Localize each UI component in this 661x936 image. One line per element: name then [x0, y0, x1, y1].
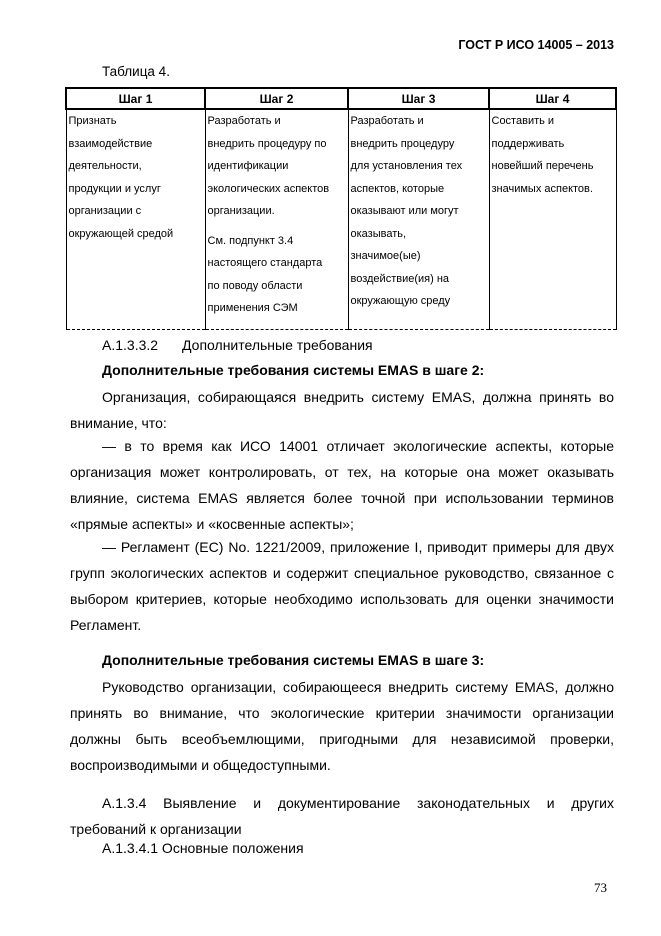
steps-table [65, 87, 617, 330]
cell-note-line: по поводу области [207, 279, 303, 292]
cell-line: организации. [207, 205, 275, 217]
paragraph-legal-requirements: А.1.3.4 Выявление и документирование законодательных и других требований к организации [70, 795, 614, 837]
heading-step-2: Дополнительные требования системы EMAS в шаге 2: [102, 362, 485, 378]
paragraph-emas-intro: Организация, собирающаяся внедрить систему EMAS, должна принять во внимание, что: [70, 389, 614, 431]
section-heading [102, 333, 614, 358]
cell-line: поддерживать [491, 137, 565, 150]
cell-line: значимых аспектов. [491, 182, 593, 195]
header-step-1: Шаг 1 [66, 88, 205, 109]
bullet-regulation: — Регламент (ЕС) No. 1221/2009, приложение I, приводит примеры для двух групп экологических аспектов и содержит специальное руководство, связанное с выбором критериев, которые необходимо использовать для оценки значимости Регламент. [70, 539, 614, 633]
cell-line: оказывать, [350, 227, 407, 240]
header-step-4: Шаг 4 [489, 88, 616, 109]
cell-line: Разработать и [350, 115, 424, 127]
cell-line: экологических аспектов [207, 182, 330, 195]
header-step-3: Шаг 3 [348, 88, 489, 109]
cell-line: новейший перечень [491, 160, 594, 172]
page-number: 73 [594, 880, 607, 895]
cell-line: внедрить процедуру [350, 137, 455, 150]
cell-line: идентификации [207, 160, 289, 172]
cell-note-line: См. подпункт 3.4 [207, 234, 294, 247]
cell-line: Составить и [491, 115, 555, 127]
cell-line: окружающую среду [350, 295, 451, 307]
cell-line: оказывают или могут [350, 205, 459, 217]
cell-line: значимое(ые) [350, 250, 421, 262]
cell-step-3 [348, 109, 489, 329]
header-step-2: Шаг 2 [205, 88, 348, 109]
cell-note-line: настоящего стандарта [207, 257, 323, 269]
cell-line: деятельности, [68, 160, 142, 172]
heading-step-3: Дополнительные требования системы EMAS в шаге 3: [102, 652, 485, 668]
cell-line: Признать [68, 115, 117, 127]
section-number: А.1.3.3.2 [102, 337, 159, 353]
cell-note-line: применения СЭМ [207, 302, 298, 314]
cell-line: взаимодействие [68, 137, 153, 150]
cell-line: аспектов, которые [350, 182, 445, 195]
table-caption: Таблица 4. [102, 64, 170, 79]
document-id: ГОСТ Р ИСО 14005 – 2013 [458, 38, 614, 52]
cell-line: для установления тех [350, 160, 463, 172]
bullet-aspects: — в то время как ИСО 14001 отличает экологические аспекты, которые организация может контролировать, от тех, на которые она может оказывать влияние, система EMAS является более точной при использовании терминов «прямые аспекты» и «косвенные аспекты»; [70, 438, 614, 532]
cell-step-4 [489, 109, 616, 329]
cell-line: внедрить процедуру по [207, 137, 327, 150]
table-row [66, 109, 616, 329]
cell-line: организации с [68, 205, 142, 217]
paragraph-criteria: Руководство организации, собирающееся внедрить систему EMAS, должно принять во внимание, что экологические критерии значимости организации должны быть всеобъемлющими, пригодными для независимой проверки, воспроизводимыми и общедоступными. [70, 679, 614, 773]
table-header-row [66, 88, 616, 109]
cell-line: окружающей средой [68, 227, 174, 240]
cell-line: воздействие(ия) на [350, 272, 450, 285]
cell-step-1 [66, 109, 205, 329]
cell-step-2 [205, 109, 348, 329]
section-title: Дополнительные требования [182, 337, 373, 353]
cell-line: Разработать и [207, 115, 281, 127]
cell-line: продукции и услуг [68, 182, 161, 195]
subsection-general: А.1.3.4.1 Основные положения [102, 840, 304, 856]
